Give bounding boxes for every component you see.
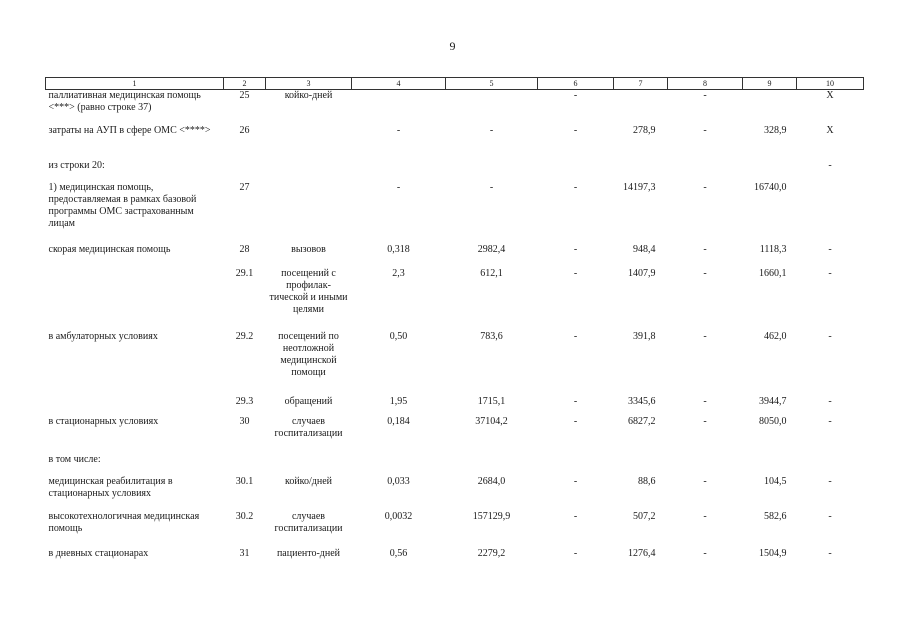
table-row (46, 125, 864, 160)
header-row (46, 78, 864, 90)
table-cell-col6: - (573, 475, 578, 487)
table-cell-col2: 29.3 (235, 395, 254, 407)
table-cell-col3 (266, 125, 352, 160)
column-header-9: 9 (743, 78, 797, 90)
column-header-2: 2 (224, 78, 266, 90)
table-cell-col9: 8050,0 (759, 415, 787, 427)
table-cell-col9 (743, 160, 797, 182)
table-cell-col5: 2982,4 (477, 243, 506, 255)
table-cell-col3: обращений (284, 395, 333, 407)
table-cell-col3: пациенто-дней (276, 547, 341, 559)
table-cell-col2: 26 (239, 124, 250, 136)
table-cell-col8: - (703, 90, 707, 101)
table-cell-col7: 88,6 (638, 475, 656, 487)
table-cell-col1 (46, 268, 224, 331)
table-cell-col9: 1118,3 (759, 243, 787, 255)
table-cell-col10: - (828, 267, 832, 279)
table-row (46, 160, 864, 182)
table-cell-col4: - (396, 181, 401, 193)
table-cell-col3: случаев госпитализации (274, 415, 343, 439)
table-cell-col4: 0,50 (389, 330, 408, 342)
table-row (46, 90, 864, 125)
table-cell-col9: 16740,0 (754, 181, 787, 193)
table-cell-col6: - (573, 267, 578, 279)
table-cell-col4: 0,0032 (384, 510, 413, 522)
table-cell-col1 (46, 396, 224, 416)
table-cell-col5: 612,1 (480, 267, 503, 279)
table-cell-col10 (797, 454, 864, 476)
table-cell-col5: 37104,2 (475, 415, 508, 427)
table-cell-col2: 29.1 (235, 267, 254, 279)
table-cell-col1: паллиативная медицинская помощь <***> (равно строке 37) (48, 90, 201, 113)
table-cell-col4 (352, 160, 446, 182)
table-cell-col3: случаев госпитализации (274, 510, 343, 534)
page-number: 9 (449, 39, 456, 53)
table-row (46, 476, 864, 511)
table-cell-col6 (538, 454, 614, 476)
table-cell-col8 (668, 454, 743, 476)
column-header-10: 10 (797, 78, 864, 90)
table-cell-col9 (743, 90, 797, 125)
table-cell-col6: - (573, 90, 578, 101)
table-cell-col4: 2,3 (392, 267, 405, 279)
table-cell-col2 (224, 160, 266, 182)
table-cell-col5 (446, 454, 538, 476)
table-row (46, 331, 864, 396)
table-cell-col5: 783,6 (480, 330, 503, 342)
table-cell-col4: 0,033 (387, 475, 410, 487)
table-cell-col10: Х (826, 90, 834, 101)
table-cell-col3: посещений с профилак-тической и иными целями (269, 267, 348, 315)
table-row (46, 416, 864, 454)
column-header-7: 7 (614, 78, 668, 90)
table-cell-col3: койко-дней (284, 90, 333, 101)
table-cell-col7: 278,9 (633, 124, 656, 136)
table-cell-col6: - (573, 243, 578, 255)
table-cell-col7: 948,4 (633, 243, 656, 255)
table-cell-col9: 1660,1 (759, 267, 787, 279)
table-cell-col4: 0,184 (387, 415, 410, 427)
table-cell-col6: - (573, 510, 578, 522)
column-header-6: 6 (538, 78, 614, 90)
table-cell-col10: - (828, 330, 832, 342)
table-cell-col2: 30 (239, 415, 250, 427)
table-cell-col10: - (828, 475, 832, 487)
table-cell-col9: 582,6 (764, 510, 787, 522)
table-cell-col6: - (573, 547, 578, 559)
table-cell-col3 (266, 160, 352, 182)
table-cell-col6: - (573, 124, 578, 136)
table-cell-col7: 391,8 (633, 330, 656, 342)
table-cell-col5: 2684,0 (477, 475, 506, 487)
table-cell-col10: - (828, 415, 832, 427)
table-cell-col10: - (828, 243, 832, 255)
table-cell-col1: медицинская реабилитация в стационарных условиях (48, 475, 173, 499)
table-cell-col2: 27 (239, 181, 250, 193)
table-body (46, 90, 864, 568)
column-header-8: 8 (668, 78, 743, 90)
table-cell-col6: - (573, 395, 578, 407)
table-row (46, 454, 864, 476)
table-cell-col10: - (828, 395, 832, 407)
table-cell-col2: 29.2 (235, 330, 254, 342)
table-row (46, 396, 864, 416)
table-cell-col4: 1,95 (389, 395, 408, 407)
table-cell-col4: - (396, 124, 401, 136)
table-cell-col10: - (828, 547, 832, 559)
table-cell-col1: высокотехнологичная медицинская помощь (48, 510, 200, 534)
table-cell-col8: - (703, 124, 707, 136)
table-cell-col3: вызовов (291, 243, 326, 255)
table-cell-col8: - (703, 475, 707, 487)
table-cell-col10: - (828, 510, 832, 522)
table-cell-col4: 0,56 (389, 547, 408, 559)
table-cell-col7 (614, 160, 668, 182)
column-header-1: 1 (46, 78, 224, 90)
table-cell-col5: 1715,1 (477, 395, 506, 407)
table-cell-col1: в дневных стационарах (48, 547, 149, 559)
table-cell-col10 (797, 182, 864, 244)
table-cell-col9: 462,0 (764, 330, 787, 342)
data-table (45, 77, 864, 568)
table-cell-col8: - (703, 181, 707, 193)
table-cell-col2: 30.2 (235, 510, 254, 522)
table-cell-col9: 104,5 (764, 475, 787, 487)
table-cell-col8: - (703, 243, 707, 255)
table-cell-col7: 14197,3 (623, 181, 656, 193)
table-cell-col6: - (573, 415, 578, 427)
table-cell-col5 (446, 90, 538, 125)
table-cell-col8: - (703, 547, 707, 559)
column-header-5: 5 (446, 78, 538, 90)
table-cell-col8 (668, 160, 743, 182)
table-cell-col1: из строки 20: (48, 159, 105, 171)
data-table-container (45, 77, 863, 568)
table-cell-col1: в том числе: (48, 453, 101, 465)
table-cell-col7: 1276,4 (628, 547, 656, 559)
table-cell-col9: 3944,7 (759, 395, 787, 407)
column-header-3: 3 (266, 78, 352, 90)
table-cell-col1: затраты на АУП в сфере ОМС <****> (48, 124, 211, 136)
table-cell-col9: 328,9 (764, 124, 787, 136)
table-cell-col1: 1) медицинская помощь, предоставляемая в рамках базовой программы ОМС застрахованным лицам (48, 181, 197, 229)
table-cell-col7: 3345,6 (628, 395, 656, 407)
table-cell-col8: - (703, 267, 707, 279)
table-cell-col6: - (573, 181, 578, 193)
table-cell-col3 (266, 182, 352, 244)
table-cell-col7 (614, 454, 668, 476)
table-cell-col10: - (828, 159, 832, 171)
table-cell-col3 (266, 454, 352, 476)
table-cell-col7: 507,2 (633, 510, 656, 522)
table-cell-col5: 2279,2 (477, 547, 506, 559)
column-header-4: 4 (352, 78, 446, 90)
table-cell-col2 (224, 454, 266, 476)
table-cell-col9 (743, 454, 797, 476)
table-row (46, 511, 864, 548)
table-cell-col7: 1407,9 (628, 267, 656, 279)
table-cell-col5: - (489, 181, 494, 193)
table-cell-col7: 6827,2 (628, 415, 656, 427)
table-row (46, 182, 864, 244)
table-row (46, 548, 864, 568)
table-cell-col5: 157129,9 (472, 510, 511, 522)
table-cell-col5 (446, 160, 538, 182)
table-cell-col10: Х (826, 124, 834, 136)
table-cell-col2: 25 (239, 90, 250, 101)
table-cell-col4 (352, 90, 446, 125)
table-cell-col6: - (573, 330, 578, 342)
table-cell-col2: 30.1 (235, 475, 254, 487)
table-cell-col7 (614, 90, 668, 125)
table-row (46, 244, 864, 268)
table-row (46, 268, 864, 331)
table-cell-col3: посещений по неотложной медицинской помощи (278, 330, 339, 378)
table-cell-col2: 31 (239, 547, 250, 559)
table-cell-col8: - (703, 415, 707, 427)
table-cell-col8: - (703, 330, 707, 342)
table-cell-col4: 0,318 (387, 243, 410, 255)
table-cell-col9: 1504,9 (759, 547, 787, 559)
table-cell-col1: в амбулаторных условиях (48, 330, 158, 342)
table-header (46, 78, 864, 90)
table-cell-col1: в стационарных условиях (48, 415, 159, 427)
table-cell-col4 (352, 454, 446, 476)
table-cell-col8: - (703, 510, 707, 522)
table-cell-col1: скорая медицинская помощь (48, 243, 171, 255)
table-cell-col5: - (489, 124, 494, 136)
table-cell-col2: 28 (239, 243, 250, 255)
table-cell-col3: койко/дней (284, 475, 333, 487)
table-cell-col8: - (703, 395, 707, 407)
table-cell-col6 (538, 160, 614, 182)
